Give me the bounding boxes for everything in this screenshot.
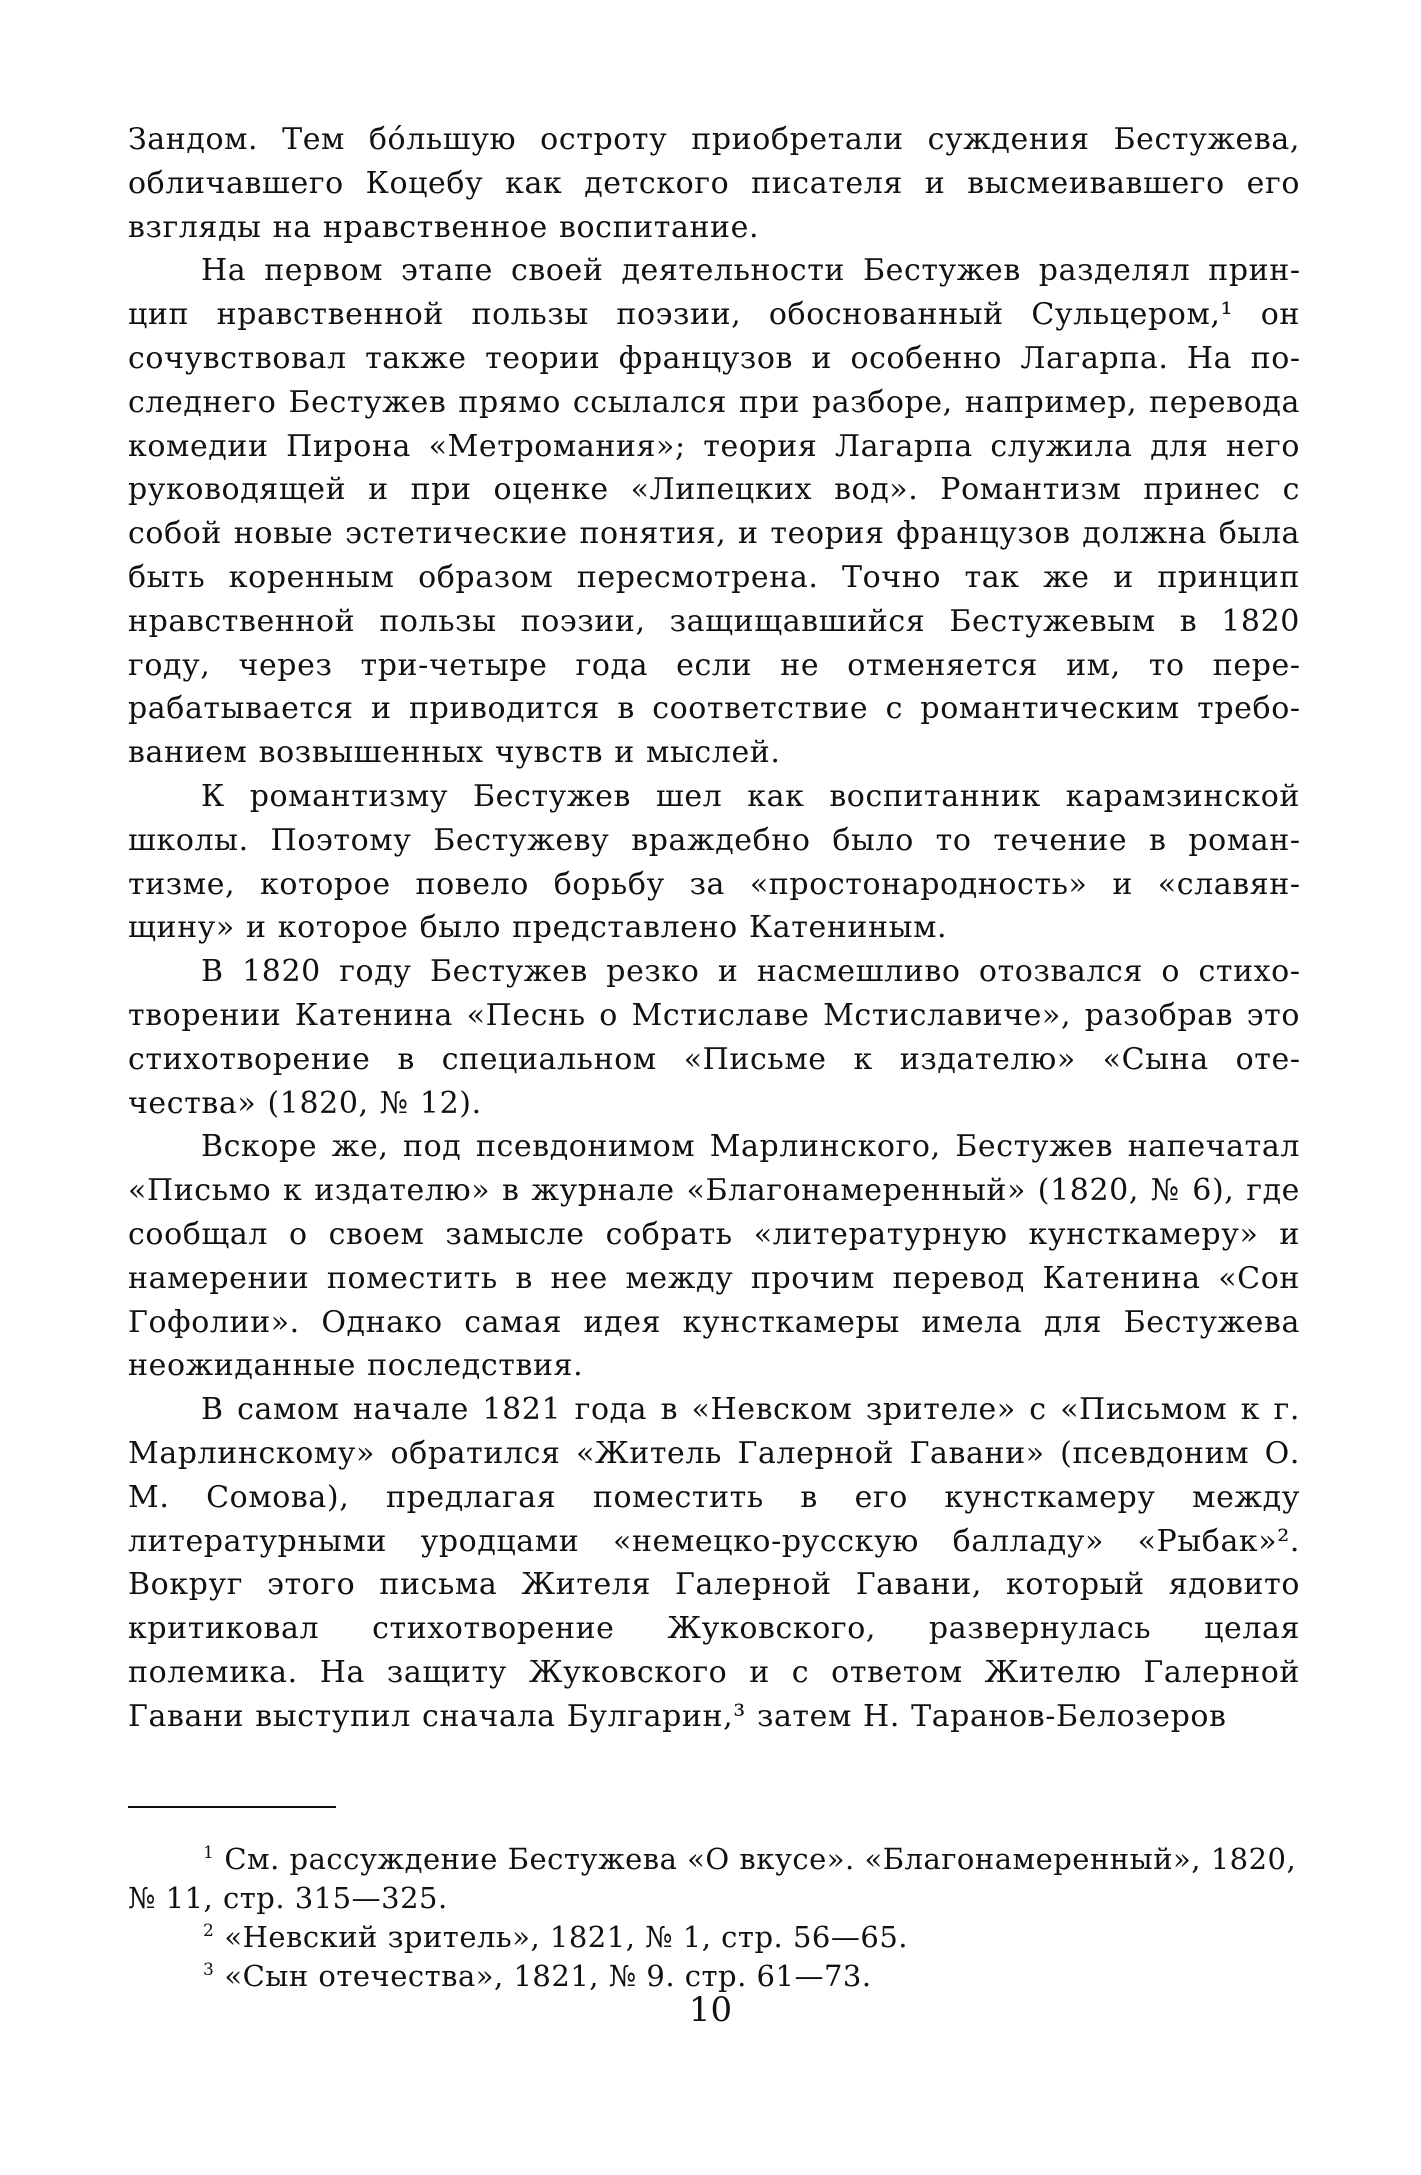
footnote-divider (128, 1806, 336, 1808)
footnote-mark: 2 (203, 1921, 215, 1942)
paragraph: В 1820 году Бестужев резко и насмешливо отозвался о стихотворении Катенина «Песнь о Мстиславе Мстиславиче», разобрав это стихотворение в специальном «Письме к издателю» «Сына отечества» (1820, № 12). (128, 954, 1300, 1121)
paragraph: К романтизму Бестужев шел как воспитанник карамзинской школы. Поэтому Бестужеву враждебно было то течение в романтизме, которое повело борьбу за «простонародность» и «славянщину» и которое было представлено Катениным. (128, 778, 1300, 946)
paragraph: На первом этапе своей деятельности Бестужев разделял принцип нравственной пользы поэзии, обоснованный Сульцером,¹ он сочувствовал также теории французов и особенно Лагарпа. На последнего Бестужев прямо ссылался при разборе, например, перевода комедии Пирона «Метромания»; теория Лагарпа служила для него руководящей и при оценке «Липецких вод». Романтизм принес с собой новые эстетические понятия, и теория французов должна была быть коренным образом пересмотрена. Точно так же и принцип нравственной пользы поэзии, защищавшийся Бестужевым в 1820 году, через три-четыре года если не отменяется им, то перерабатывается и приводится в соответствие с романтическим требованием возвышенных чувств и мыслей. (128, 253, 1300, 771)
footnote-text: См. рассуждение Бестужева «О вкусе». «Благонамеренный», 1820, № 11, стр. 315—325. (128, 1842, 1297, 1915)
footnote-text: «Невский зритель», 1821, № 1, стр. 56—65. (224, 1920, 908, 1954)
main-text (128, 118, 1300, 1738)
footnote (128, 1840, 1300, 1918)
footnote-text: «Сын отечества», 1821, № 9. стр. 61—73. (224, 1959, 872, 1993)
paragraph: Вскоре же, под псевдонимом Марлинского, Бестужев напечатал «Письмо к издателю» в журнале «Благонамеренный» (1820, № 6), где сообщал о своем замысле собрать «литературную кунсткамеру» и намерении поместить в нее между прочим перевод Катенина «Сон Гофолии». Однако самая идея кунсткамеры имела для Бестужева неожиданные последствия. (128, 1129, 1300, 1384)
footnote-mark: 3 (203, 1960, 215, 1981)
paragraph: В самом начале 1821 года в «Невском зрителе» с «Письмом к г. Марлинскому» обратился «Житель Галерной Гавани» (псевдоним О. М. Сомова), предлагая поместить в его кунсткамеру между литературными уродцами «немецко-русскую балладу» «Рыбак»². Вокруг этого письма Жителя Галерной Гавани, который ядовито критиковал стихотворение Жуковского, развернулась целая полемика. На защиту Жуковского и с ответом Жителю Галерной Гавани выступил сначала Булгарин,³ затем Н. Таранов-Белозеров (128, 1392, 1300, 1734)
page-number: 10 (688, 1990, 733, 2030)
paragraph: Зандом. Тем бо́льшую остроту приобретали суждения Бестужева, обличавшего Коцебу как детского писателя и высмеивавшего его взгляды на нравственное воспитание. (128, 122, 1300, 245)
footnote-mark: 1 (203, 1843, 215, 1864)
footnote (128, 1918, 1300, 1957)
footnotes (128, 1840, 1300, 1996)
